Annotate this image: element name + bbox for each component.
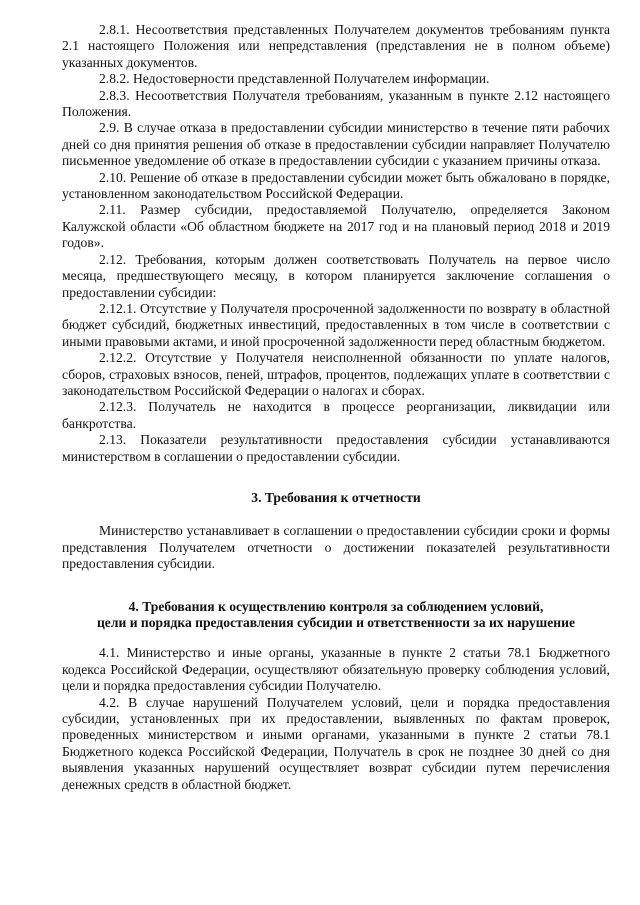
paragraph-4-1: 4.1. Министерство и иные органы, указанные в пункте 2 статьи 78.1 Бюджетного кодекса Российской Федерации, осуществляют обязательную проверку соблюдения условий, цели и порядка предоставления субсидии Получателю.: [62, 645, 610, 694]
paragraph-2-12-2: 2.12.2. Отсутствие у Получателя неисполненной обязанности по уплате налогов, сборов, страховых взносов, пеней, штрафов, процентов, подлежащих уплате в соответствии с законодательством Российской Федерации о налогах и сборах.: [62, 350, 610, 398]
paragraph-2-8-3: 2.8.3. Несоответствия Получателя требованиям, указанным в пункте 2.12 настоящего Положения.: [62, 87, 610, 120]
paragraph-2-12-3: 2.12.3. Получатель не находится в процессе реорганизации, ликвидации или банкротства.: [62, 399, 610, 431]
section-3-heading: 3. Требования к отчетности: [251, 489, 421, 505]
spacer: [62, 465, 610, 490]
section-4-heading-line2: цели и порядка предоставления субсидии и ответственности за их нарушение: [96, 615, 576, 630]
paragraph-2-11: 2.11. Размер субсидии, предоставляемой Получателю, определяется Законом Калужской области «Об областном бюджете на 2017 год и на плановый период 2018 и 2019 годов».: [62, 202, 610, 251]
paragraph-3: Министерство устанавливает в соглашении о предоставлении субсидии сроки и формы представления Получателем отчетности о достижении показателей результативности предоставления субсидии.: [62, 523, 610, 572]
document-page: [62, 22, 610, 793]
paragraph-2-8-1: 2.8.1. Несоответствия представленных Получателем документов требованиям пункта 2.1 настоящего Положения или непредставления (представления не в полном объеме) указанных документов.: [62, 22, 610, 70]
section-4-heading-line1: 4. Требования к осуществлению контроля за соблюдением условий,: [128, 598, 544, 614]
paragraph-2-10: 2.10. Решение об отказе в предоставлении субсидии может быть обжаловано в порядке, установленном законодательством Российской Федерации.: [62, 169, 610, 202]
paragraph-2-9: 2.9. В случае отказа в предоставлении субсидии министерство в течение пяти рабочих дней со дня принятия решения об отказе в предоставлении субсидии направляет Получателю письменное уведомление об отказе в предоставлении субсидии с указанием причины отказа.: [62, 120, 610, 169]
paragraph-2-12: 2.12. Требования, которым должен соответствовать Получатель на первое число месяца, предшествующего месяцу, в котором планируется заключение соглашения о предоставлении субсидии:: [62, 251, 610, 300]
paragraph-2-13: 2.13. Показатели результативности предоставления субсидии устанавливаются министерством в соглашении о предоставлении субсидии.: [62, 432, 610, 464]
paragraph-2-12-1: 2.12.1. Отсутствие у Получателя просроченной задолженности по возврату в областной бюджет субсидий, бюджетных инвестиций, предоставленных в том числе в соответствии с иными правовыми актами, и иной просроченной задолженности перед областным бюджетом.: [62, 300, 610, 349]
spacer: [62, 506, 610, 523]
spacer: [62, 573, 610, 599]
paragraph-2-8-2: 2.8.2. Недостоверности представленной Получателем информации.: [99, 71, 490, 87]
paragraph-4-2: 4.2. В случае нарушений Получателем условий, цели и порядка предоставления субсидии, установленных при их предоставлении, выявленных по фактам проверок, проведенных министерством и иными органами, указанными в пункте 2 статьи 78.1 Бюджетного кодекса Российской Федерации, Получатель в срок не позднее 30 дней со дня выявления указанных нарушений осуществляет возврат субсидии путем перечисления денежных средств в областной бюджет.: [62, 694, 610, 792]
spacer: [62, 631, 610, 645]
